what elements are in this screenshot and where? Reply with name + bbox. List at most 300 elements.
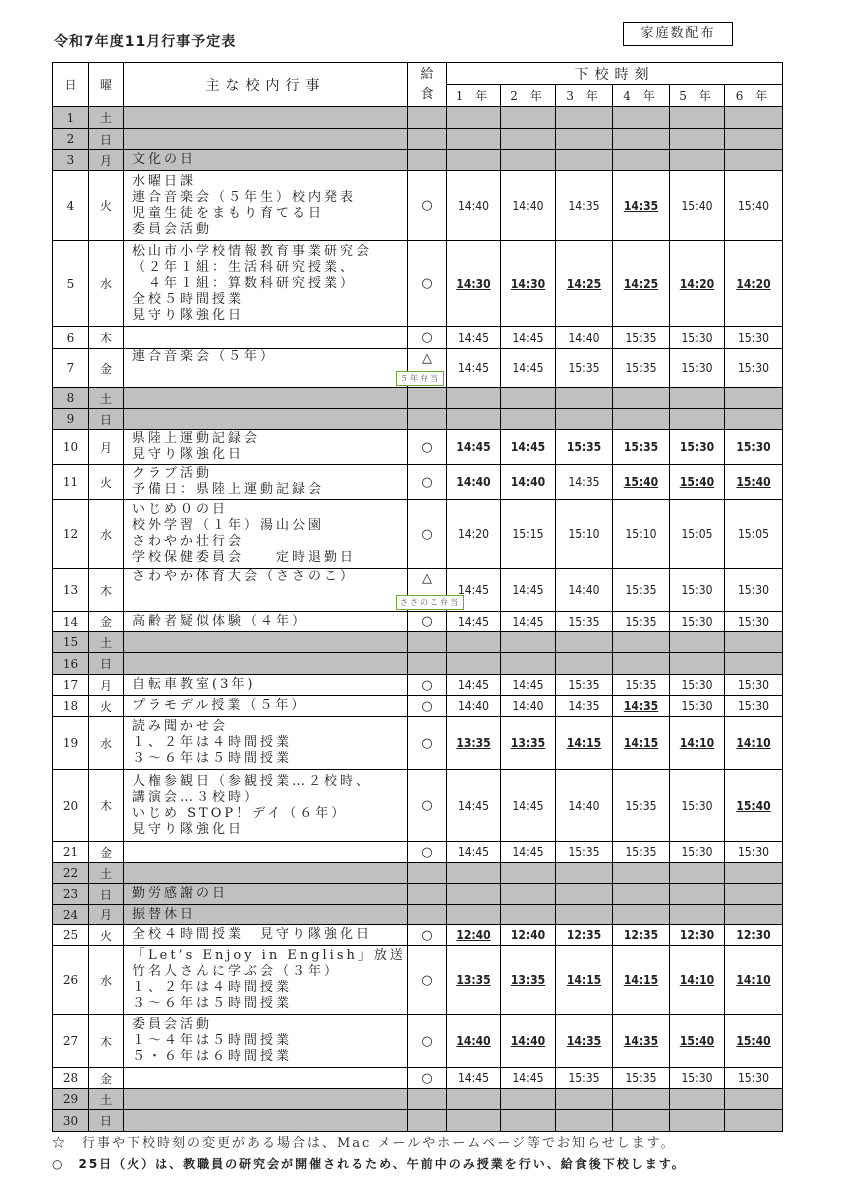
lunch-cell xyxy=(408,696,447,717)
weekday-cell: 火 xyxy=(89,696,124,717)
weekday-cell: 火 xyxy=(89,171,124,241)
lunch-cell xyxy=(408,1089,447,1110)
lunch-mark: ○ xyxy=(421,798,433,813)
dismissal-time-cell xyxy=(556,241,613,327)
dismissal-time-cell xyxy=(501,171,556,241)
lunch-mark: ○ xyxy=(421,1070,433,1086)
dismissal-time-cell xyxy=(447,171,501,241)
events-cell: 委員会活動 １～４年は５時間授業 ５・６年は６時間授業 xyxy=(124,1015,408,1068)
dismissal-time: 15:10 xyxy=(625,527,657,541)
dismissal-time-cell xyxy=(670,171,725,241)
dismissal-time-cell xyxy=(725,863,783,884)
dismissal-time: 14:45 xyxy=(510,440,546,454)
dismissal-time: 14:40 xyxy=(456,475,491,489)
dismissal-time-cell xyxy=(447,675,501,696)
weekday-cell: 日 xyxy=(89,409,124,430)
dismissal-time-cell xyxy=(670,430,725,465)
dismissal-time-cell xyxy=(556,1110,613,1132)
events-cell xyxy=(124,632,408,653)
dismissal-time-cell xyxy=(725,241,783,327)
events-cell: 読み聞かせ会 １、２年は４時間授業 ３～６年は５時間授業 xyxy=(124,717,408,770)
dismissal-time-cell xyxy=(670,770,725,842)
dismissal-time-cell xyxy=(556,107,613,129)
dismissal-time-cell xyxy=(670,632,725,653)
events-cell: 全校４時間授業 見守り隊強化日 xyxy=(124,925,408,946)
events-cell: 振替休日 xyxy=(124,905,408,925)
dismissal-time-cell xyxy=(447,905,501,925)
dismissal-time-cell xyxy=(725,107,783,129)
dismissal-time: 15:30 xyxy=(681,1071,713,1085)
dismissal-time-cell xyxy=(725,465,783,500)
dismissal-time: 14:40 xyxy=(568,798,600,813)
dismissal-time: 14:45 xyxy=(457,1071,490,1085)
events-cell xyxy=(124,409,408,430)
dismissal-time-cell xyxy=(613,500,670,569)
dismissal-time-cell xyxy=(613,842,670,863)
dismissal-time-cell xyxy=(613,653,670,675)
events-cell: 「Let’s Enjoy in English」放送 竹名人さんに学ぶ会（３年） １、２年は４時間授業 ３～６年は５時間授業 xyxy=(124,946,408,1015)
dismissal-time-cell xyxy=(670,675,725,696)
dismissal-time-cell xyxy=(670,107,725,129)
dismissal-time: 15:40 xyxy=(737,198,770,213)
header-grade-2: 2 年 xyxy=(501,85,556,107)
events-cell xyxy=(124,388,408,409)
table-row xyxy=(53,612,783,632)
dismissal-time: 14:40 xyxy=(456,1034,491,1048)
header-grade-6: 6 年 xyxy=(725,85,783,107)
table-row xyxy=(53,171,783,241)
dismissal-time-cell xyxy=(725,717,783,770)
table-row xyxy=(53,925,783,946)
weekday-cell: 水 xyxy=(89,241,124,327)
dismissal-time: 14:10 xyxy=(679,973,715,987)
weekday-cell: 金 xyxy=(89,1068,124,1089)
dismissal-time-cell xyxy=(670,1015,725,1068)
dismissal-time-cell xyxy=(447,925,501,946)
lunch-cell xyxy=(408,500,447,569)
dismissal-time-cell xyxy=(613,1068,670,1089)
dismissal-time-cell xyxy=(556,863,613,884)
events-cell xyxy=(124,863,408,884)
dismissal-time-cell xyxy=(501,612,556,632)
dismissal-time-cell xyxy=(725,1110,783,1132)
lunch-cell xyxy=(408,632,447,653)
day-cell: 28 xyxy=(53,1068,89,1089)
lunch-mark: ○ xyxy=(421,735,433,751)
dismissal-time-cell xyxy=(556,465,613,500)
dismissal-time-cell xyxy=(725,500,783,569)
dismissal-time: 14:45 xyxy=(512,845,544,859)
dismissal-time-cell xyxy=(725,171,783,241)
lunch-mark: ○ xyxy=(421,844,433,860)
dismissal-time: 14:20 xyxy=(457,527,490,541)
weekday-cell: 日 xyxy=(89,653,124,675)
dismissal-time-cell xyxy=(501,327,556,349)
dismissal-time-cell xyxy=(670,327,725,349)
table-row xyxy=(53,1015,783,1068)
dismissal-time-cell xyxy=(613,430,670,465)
dismissal-time: 14:10 xyxy=(736,736,771,750)
bento-badge: ささのこ弁当 xyxy=(396,595,464,610)
dismissal-time-cell xyxy=(447,465,501,500)
dismissal-time: 14:15 xyxy=(566,736,602,750)
dismissal-time-cell xyxy=(447,1068,501,1089)
dismissal-time-cell xyxy=(613,696,670,717)
dismissal-time-cell xyxy=(447,388,501,409)
weekday-cell: 土 xyxy=(89,863,124,884)
lunch-cell xyxy=(408,863,447,884)
dismissal-time: 15:40 xyxy=(681,198,713,213)
dismissal-time: 15:30 xyxy=(681,583,713,597)
dismissal-time-cell xyxy=(670,946,725,1015)
header-lunch: 給 食 xyxy=(408,63,447,107)
dismissal-time-cell xyxy=(613,946,670,1015)
dismissal-time-cell xyxy=(670,1110,725,1132)
day-cell: 8 xyxy=(53,388,89,409)
dismissal-time: 14:45 xyxy=(512,583,544,597)
dismissal-time-cell xyxy=(501,241,556,327)
lunch-mark: △ xyxy=(422,571,432,586)
dismissal-time: 14:40 xyxy=(512,198,544,213)
dismissal-time: 15:35 xyxy=(625,614,657,629)
lunch-cell xyxy=(408,327,447,349)
dismissal-time: 13:35 xyxy=(456,736,491,750)
lunch-cell xyxy=(408,409,447,430)
dismissal-time: 14:45 xyxy=(457,678,490,692)
table-row xyxy=(53,500,783,569)
dismissal-time: 15:35 xyxy=(625,583,657,597)
dismissal-time-cell xyxy=(447,150,501,171)
dismissal-time-cell xyxy=(613,107,670,129)
dismissal-time: 15:35 xyxy=(625,1071,657,1085)
dismissal-time-cell xyxy=(556,632,613,653)
dismissal-time-cell xyxy=(725,327,783,349)
distribution-label: 家庭数配布 xyxy=(623,22,733,46)
dismissal-time-cell xyxy=(447,349,501,388)
day-cell: 29 xyxy=(53,1089,89,1110)
dismissal-time-cell xyxy=(501,1110,556,1132)
day-cell: 7 xyxy=(53,349,89,388)
dismissal-time-cell xyxy=(447,842,501,863)
dismissal-time-cell xyxy=(613,717,670,770)
dismissal-time-cell xyxy=(447,430,501,465)
dismissal-time: 12:30 xyxy=(736,928,771,942)
dismissal-time: 14:30 xyxy=(510,276,546,291)
dismissal-time: 15:10 xyxy=(568,527,600,541)
table-row xyxy=(53,1110,783,1132)
dismissal-time-cell xyxy=(501,107,556,129)
events-cell: 水曜日課 連合音楽会（５年生）校内発表 児童生徒をまもり育てる日 委員会活動 xyxy=(124,171,408,241)
lunch-cell xyxy=(408,842,447,863)
dismissal-time-cell xyxy=(501,946,556,1015)
dismissal-time-cell xyxy=(556,409,613,430)
dismissal-time-cell xyxy=(556,388,613,409)
dismissal-time: 15:30 xyxy=(681,845,713,859)
dismissal-time: 15:30 xyxy=(737,1071,770,1085)
dismissal-time-cell xyxy=(501,1015,556,1068)
dismissal-time: 15:35 xyxy=(625,798,657,813)
weekday-cell: 火 xyxy=(89,925,124,946)
dismissal-time-cell xyxy=(725,612,783,632)
dismissal-time: 15:30 xyxy=(737,583,770,597)
day-cell: 17 xyxy=(53,675,89,696)
dismissal-time-cell xyxy=(556,129,613,150)
weekday-cell: 水 xyxy=(89,500,124,569)
dismissal-time: 12:30 xyxy=(679,928,715,942)
dismissal-time-cell xyxy=(613,349,670,388)
dismissal-time-cell xyxy=(447,107,501,129)
weekday-cell: 水 xyxy=(89,717,124,770)
dismissal-time: 15:35 xyxy=(568,1071,600,1085)
dismissal-time-cell xyxy=(447,129,501,150)
day-cell: 15 xyxy=(53,632,89,653)
dismissal-time-cell xyxy=(613,150,670,171)
table-row xyxy=(53,842,783,863)
dismissal-time-cell xyxy=(556,842,613,863)
dismissal-time: 14:10 xyxy=(679,736,715,750)
header-events: 主な校内行事 xyxy=(124,63,408,107)
dismissal-time-cell xyxy=(447,946,501,1015)
dismissal-time: 15:30 xyxy=(737,330,770,345)
dismissal-time-cell xyxy=(670,1068,725,1089)
dismissal-time-cell xyxy=(670,569,725,612)
dismissal-time: 14:40 xyxy=(568,330,600,345)
dismissal-time-cell xyxy=(501,388,556,409)
dismissal-time-cell xyxy=(670,884,725,905)
schedule-table xyxy=(52,62,783,1132)
dismissal-time: 15:30 xyxy=(681,699,713,713)
dismissal-time-cell xyxy=(670,905,725,925)
day-cell: 21 xyxy=(53,842,89,863)
lunch-mark: ○ xyxy=(421,474,433,490)
dismissal-time-cell xyxy=(670,925,725,946)
header-dismissal: 下校時刻 xyxy=(447,63,783,85)
day-cell: 14 xyxy=(53,612,89,632)
header-grade-4: 4 年 xyxy=(613,85,670,107)
dismissal-time-cell xyxy=(501,349,556,388)
dismissal-time: 15:30 xyxy=(679,440,715,454)
dismissal-time-cell xyxy=(447,696,501,717)
dismissal-time-cell xyxy=(556,327,613,349)
dismissal-time-cell xyxy=(501,430,556,465)
table-row xyxy=(53,129,783,150)
dismissal-time-cell xyxy=(501,150,556,171)
table-row xyxy=(53,107,783,129)
dismissal-time-cell xyxy=(501,500,556,569)
dismissal-time: 12:35 xyxy=(623,928,659,942)
dismissal-time-cell xyxy=(670,150,725,171)
table-row xyxy=(53,696,783,717)
dismissal-time: 14:45 xyxy=(457,330,490,345)
dismissal-time-cell xyxy=(613,171,670,241)
page-title: 令和7年度11月行事予定表 xyxy=(54,34,237,50)
dismissal-time-cell xyxy=(670,842,725,863)
dismissal-time: 15:35 xyxy=(625,678,657,692)
table-row xyxy=(53,653,783,675)
dismissal-time: 14:40 xyxy=(457,699,490,713)
dismissal-time-cell xyxy=(556,696,613,717)
dismissal-time-cell xyxy=(725,409,783,430)
dismissal-time-cell xyxy=(670,241,725,327)
dismissal-time: 14:35 xyxy=(568,475,600,489)
lunch-cell xyxy=(400,569,460,612)
dismissal-time-cell xyxy=(556,946,613,1015)
day-cell: 26 xyxy=(53,946,89,1015)
dismissal-time-cell xyxy=(447,500,501,569)
dismissal-time-cell xyxy=(501,842,556,863)
dismissal-time-cell xyxy=(556,653,613,675)
dismissal-time: 12:35 xyxy=(566,928,602,942)
dismissal-time: 15:30 xyxy=(737,614,770,629)
dismissal-time-cell xyxy=(447,612,501,632)
dismissal-time-cell xyxy=(725,675,783,696)
dismissal-time-cell xyxy=(725,905,783,925)
table-row xyxy=(53,430,783,465)
dismissal-time: 15:30 xyxy=(681,330,713,345)
weekday-cell: 水 xyxy=(89,946,124,1015)
table-row xyxy=(53,1068,783,1089)
dismissal-time: 14:30 xyxy=(456,276,491,291)
dismissal-time: 15:35 xyxy=(625,330,657,345)
table-row xyxy=(53,717,783,770)
dismissal-time-cell xyxy=(501,905,556,925)
events-cell xyxy=(124,327,408,349)
dismissal-time: 12:40 xyxy=(456,928,491,942)
dismissal-time-cell xyxy=(447,1015,501,1068)
dismissal-time-cell xyxy=(670,388,725,409)
dismissal-time-cell xyxy=(501,884,556,905)
dismissal-time: 14:45 xyxy=(457,361,490,375)
dismissal-time-cell xyxy=(556,349,613,388)
lunch-mark: ○ xyxy=(421,198,433,213)
dismissal-time-cell xyxy=(670,465,725,500)
dismissal-time-cell xyxy=(556,717,613,770)
events-cell: いじめ０の日 校外学習（１年）湯山公園 さわやか壮行会 学校保健委員会 定時退勤日 xyxy=(124,500,408,569)
lunch-cell xyxy=(408,107,447,129)
dismissal-time: 14:15 xyxy=(566,973,602,987)
dismissal-time-cell xyxy=(556,612,613,632)
dismissal-time: 14:45 xyxy=(457,798,490,813)
dismissal-time-cell xyxy=(670,409,725,430)
dismissal-time-cell xyxy=(447,569,501,612)
weekday-cell: 土 xyxy=(89,107,124,129)
table-row xyxy=(53,770,783,842)
day-cell: 11 xyxy=(53,465,89,500)
lunch-cell xyxy=(408,129,447,150)
dismissal-time-cell xyxy=(613,905,670,925)
day-cell: 6 xyxy=(53,327,89,349)
dismissal-time-cell xyxy=(725,925,783,946)
dismissal-time-cell xyxy=(613,241,670,327)
day-cell: 27 xyxy=(53,1015,89,1068)
dismissal-time-cell xyxy=(501,409,556,430)
dismissal-time: 14:40 xyxy=(512,699,544,713)
dismissal-time-cell xyxy=(447,1110,501,1132)
dismissal-time: 14:10 xyxy=(736,973,771,987)
dismissal-time-cell xyxy=(501,129,556,150)
dismissal-time: 14:45 xyxy=(457,845,490,859)
lunch-mark: ○ xyxy=(421,972,433,988)
dismissal-time: 14:35 xyxy=(623,1034,659,1048)
dismissal-time-cell xyxy=(556,1089,613,1110)
lunch-cell xyxy=(408,1068,447,1089)
day-cell: 18 xyxy=(53,696,89,717)
dismissal-time-cell xyxy=(725,1089,783,1110)
events-cell: 県陸上運動記録会 見守り隊強化日 xyxy=(124,430,408,465)
dismissal-time-cell xyxy=(670,349,725,388)
dismissal-time: 15:35 xyxy=(566,440,602,454)
dismissal-time-cell xyxy=(725,430,783,465)
lunch-cell xyxy=(408,770,447,842)
lunch-cell xyxy=(408,946,447,1015)
header-grade-5: 5 年 xyxy=(670,85,725,107)
dismissal-time: 14:45 xyxy=(512,678,544,692)
dismissal-time: 15:40 xyxy=(736,475,771,489)
table-row xyxy=(53,349,783,388)
dismissal-time-cell xyxy=(556,500,613,569)
dismissal-time-cell xyxy=(501,696,556,717)
events-cell xyxy=(124,107,408,129)
events-cell: 勤労感謝の日 xyxy=(124,884,408,905)
dismissal-time-cell xyxy=(556,884,613,905)
day-cell: 20 xyxy=(53,770,89,842)
dismissal-time-cell xyxy=(501,675,556,696)
dismissal-time: 14:45 xyxy=(512,330,544,345)
dismissal-time-cell xyxy=(501,717,556,770)
dismissal-time-cell xyxy=(613,612,670,632)
day-cell: 24 xyxy=(53,905,89,925)
weekday-cell: 日 xyxy=(89,884,124,905)
dismissal-time-cell xyxy=(613,863,670,884)
dismissal-time: 15:35 xyxy=(568,361,600,375)
dismissal-time-cell xyxy=(725,150,783,171)
dismissal-time: 14:45 xyxy=(512,1071,544,1085)
dismissal-time: 15:40 xyxy=(736,1034,771,1048)
dismissal-time-cell xyxy=(613,388,670,409)
dismissal-time-cell xyxy=(501,1068,556,1089)
dismissal-time: 13:35 xyxy=(510,736,546,750)
dismissal-time-cell xyxy=(670,1089,725,1110)
dismissal-time-cell xyxy=(447,632,501,653)
lunch-mark: ○ xyxy=(421,614,433,629)
dismissal-time: 15:30 xyxy=(681,678,713,692)
dismissal-time: 14:20 xyxy=(679,276,715,291)
dismissal-time: 15:05 xyxy=(681,527,713,541)
weekday-cell: 日 xyxy=(89,1110,124,1132)
dismissal-time-cell xyxy=(556,569,613,612)
dismissal-time: 15:40 xyxy=(679,475,715,489)
dismissal-time-cell xyxy=(447,884,501,905)
dismissal-time-cell xyxy=(447,1089,501,1110)
dismissal-time-cell xyxy=(501,465,556,500)
note-25th: ○ 25日（火）は、教職員の研究会が開催されるため、午前中のみ授業を行い、給食後下校します。 xyxy=(52,1157,686,1171)
table-row xyxy=(53,388,783,409)
table-row xyxy=(53,863,783,884)
table-row xyxy=(53,905,783,925)
dismissal-time-cell xyxy=(556,1015,613,1068)
lunch-cell xyxy=(408,612,447,632)
dismissal-time: 14:25 xyxy=(566,276,602,291)
dismissal-time: 14:40 xyxy=(510,475,546,489)
dismissal-time-cell xyxy=(725,388,783,409)
dismissal-time-cell xyxy=(613,675,670,696)
lunch-cell xyxy=(408,465,447,500)
dismissal-time: 14:35 xyxy=(623,699,659,713)
weekday-cell: 月 xyxy=(89,430,124,465)
dismissal-time-cell xyxy=(447,863,501,884)
events-cell: さわやか体育大会（ささのこ） xyxy=(124,569,408,612)
events-cell xyxy=(124,1089,408,1110)
